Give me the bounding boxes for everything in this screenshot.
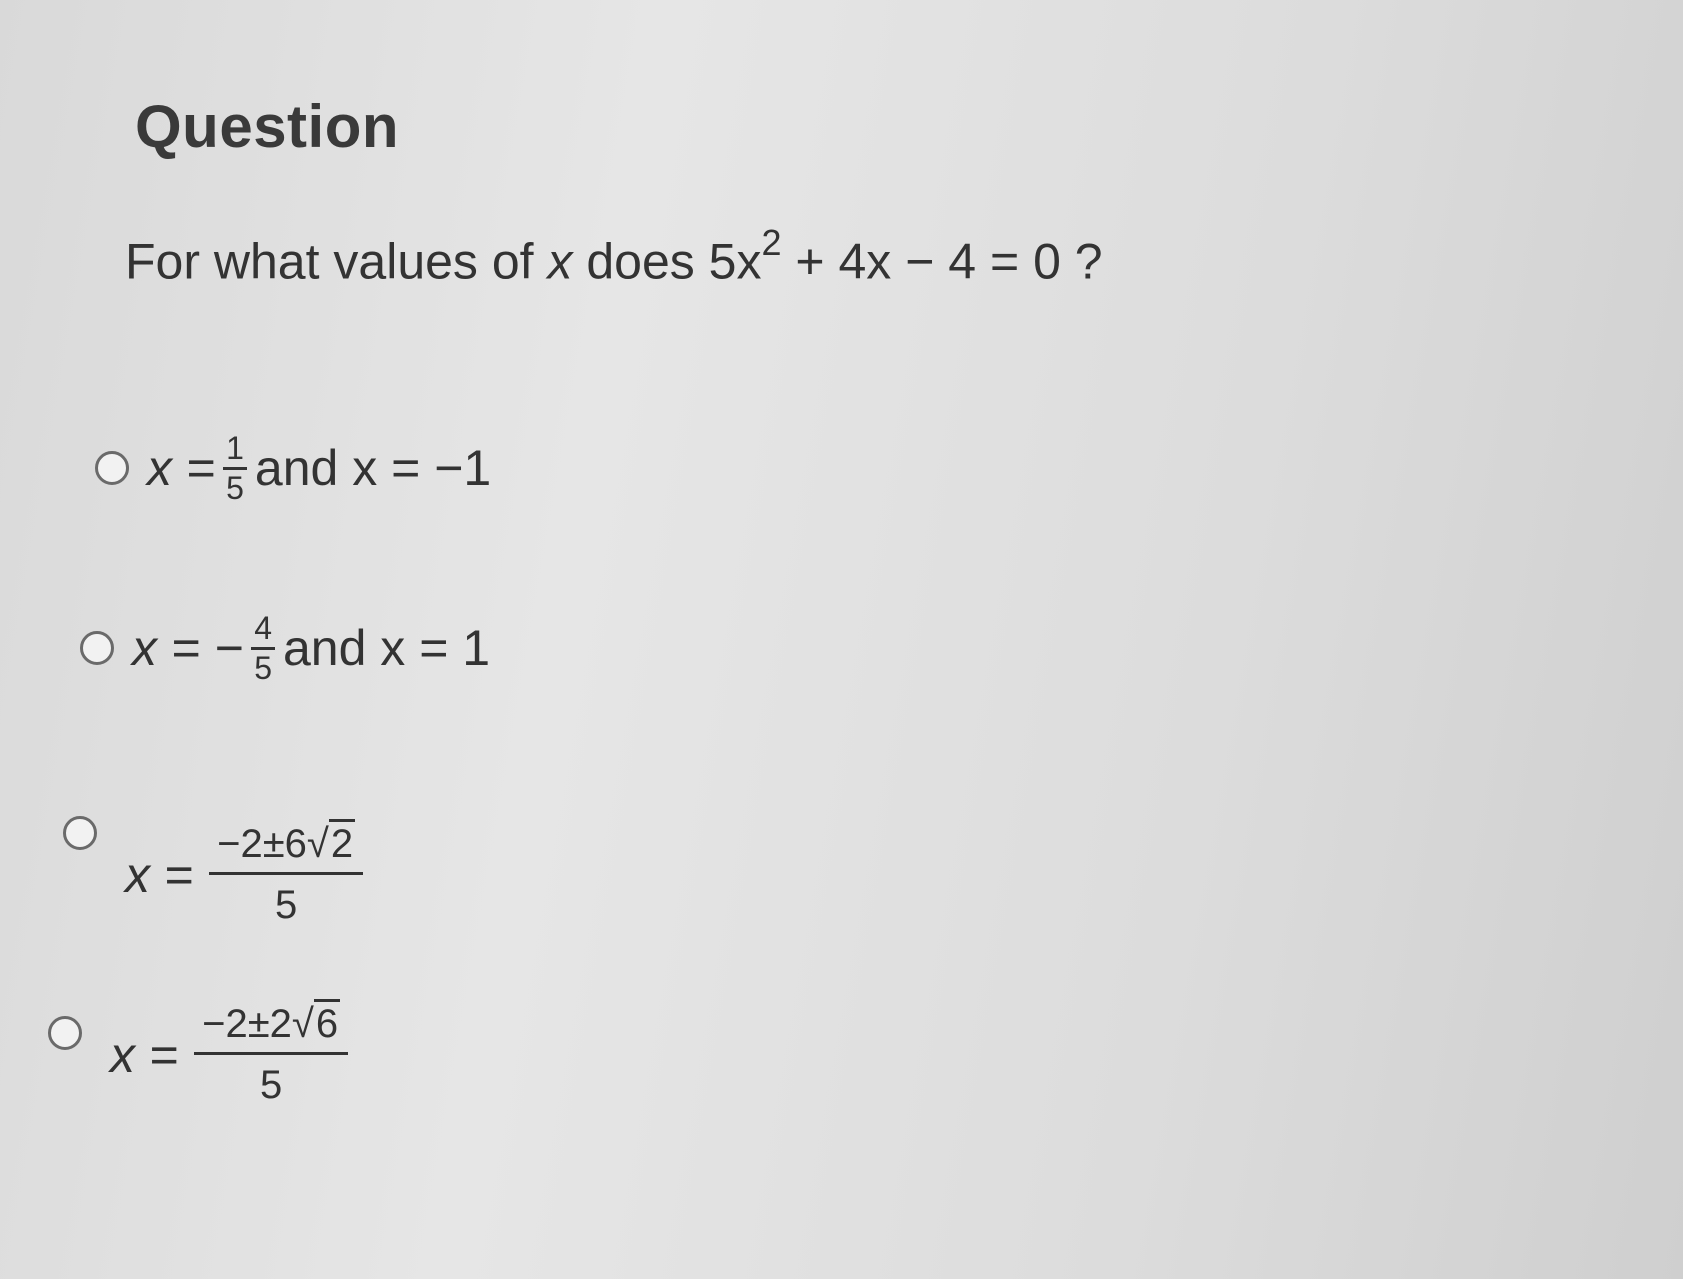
option-3-radicand: 2 bbox=[329, 819, 355, 866]
option-1-lhs: x = bbox=[147, 440, 216, 497]
option-3-lhs: x = bbox=[125, 846, 194, 903]
option-2-lhs: x = − bbox=[132, 620, 244, 677]
radio-button-4[interactable] bbox=[48, 1016, 82, 1050]
option-1-expression bbox=[147, 430, 491, 507]
radio-button-1[interactable] bbox=[95, 451, 129, 485]
radio-button-2[interactable] bbox=[80, 631, 114, 665]
option-1-numerator: 1 bbox=[223, 430, 247, 470]
option-2-denominator: 5 bbox=[254, 649, 272, 686]
prompt-equation-rest: + 4x − 4 = 0 ? bbox=[795, 233, 1103, 290]
option-2-numerator: 4 bbox=[251, 610, 275, 650]
option-4-numerator bbox=[194, 1000, 348, 1055]
option-3-numerator bbox=[209, 820, 363, 875]
option-4-numerator-prefix: −2±2√ bbox=[202, 1002, 314, 1046]
prompt-exponent: 2 bbox=[761, 222, 782, 263]
option-4-fraction bbox=[194, 1000, 348, 1109]
option-3-numerator-prefix: −2±6√ bbox=[217, 822, 329, 866]
option-2-rest: and x = 1 bbox=[282, 620, 491, 677]
prompt-prefix: For what values of bbox=[125, 233, 534, 290]
option-2-fraction bbox=[251, 610, 275, 687]
option-4-radicand: 6 bbox=[314, 999, 340, 1046]
option-1-fraction bbox=[223, 430, 247, 507]
question-heading: Question bbox=[135, 93, 400, 160]
prompt-equation-start: does 5x bbox=[586, 233, 762, 290]
option-4-denominator: 5 bbox=[259, 1063, 283, 1107]
prompt-variable: x bbox=[547, 233, 573, 290]
option-2-expression bbox=[132, 610, 490, 687]
radio-button-3[interactable] bbox=[63, 816, 97, 850]
option-4-lhs: x = bbox=[110, 1026, 179, 1083]
answer-option-4[interactable] bbox=[48, 990, 348, 1109]
option-3-expression bbox=[125, 820, 363, 929]
option-3-denominator: 5 bbox=[274, 883, 298, 927]
answer-option-2[interactable] bbox=[80, 610, 490, 687]
option-1-denominator: 5 bbox=[226, 469, 244, 506]
option-4-expression bbox=[110, 1000, 348, 1109]
question-prompt bbox=[125, 222, 1103, 291]
option-3-fraction bbox=[209, 820, 363, 929]
option-1-rest: and x = −1 bbox=[254, 440, 492, 497]
answer-option-1[interactable] bbox=[95, 430, 491, 507]
answer-option-3[interactable] bbox=[63, 790, 363, 929]
